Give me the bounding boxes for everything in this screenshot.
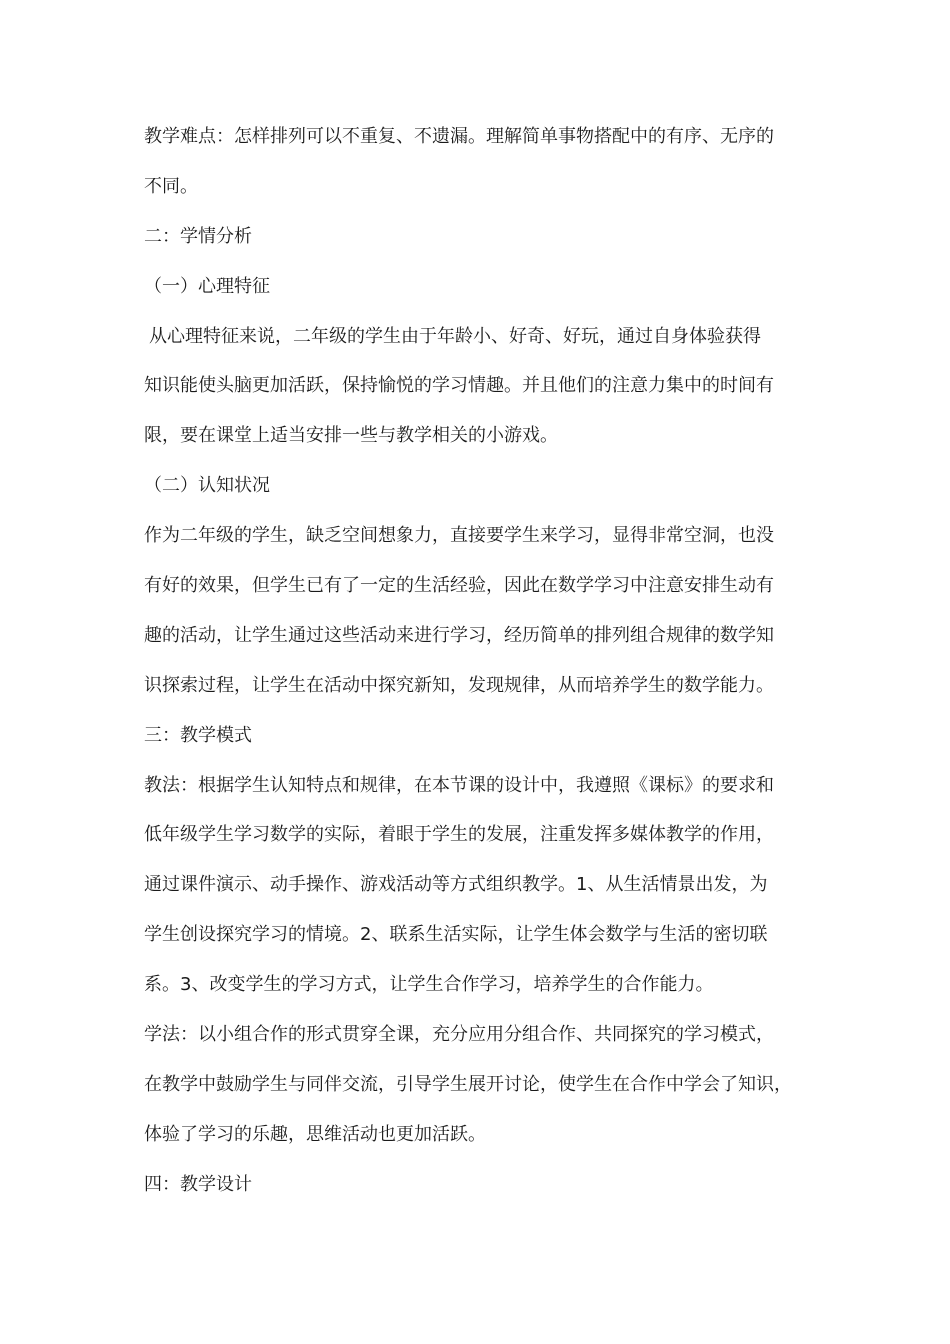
document-body (144, 112, 812, 1210)
paragraph-cognition-line-2: 有好的效果，但学生已有了一定的生活经验，因此在数学学习中注意安排生动有 (144, 575, 774, 597)
paragraph-teaching-method-line-3: 通过课件演示、动手操作、游戏活动等方式组织教学。1、从生活情景出发，为 (144, 874, 768, 896)
paragraph-difficulty-line-2: 不同。 (144, 175, 198, 197)
paragraph-teaching-method-line-5: 系。3、改变学生的学习方式，让学生合作学习，培养学生的合作能力。 (144, 974, 714, 996)
paragraph-learning-method-line-2: 在教学中鼓励学生与同伴交流，引导学生展开讨论，使学生在合作中学会了知识， (144, 1073, 792, 1095)
subheading-psychological-traits: （一）心理特征 (144, 275, 270, 297)
paragraph-cognition-line-1: 作为二年级的学生，缺乏空间想象力，直接要学生来学习，显得非常空洞，也没 (144, 525, 774, 547)
paragraph-psychology-line-3: 限，要在课堂上适当安排一些与教学相关的小游戏。 (144, 425, 558, 447)
section-heading-student-analysis: 二：学情分析 (144, 225, 252, 247)
paragraph-psychology-line-2: 知识能使头脑更加活跃，保持愉悦的学习情趣。并且他们的注意力集中的时间有 (144, 375, 774, 397)
section-heading-teaching-design: 四：教学设计 (144, 1173, 252, 1195)
subheading-cognitive-status: （二）认知状况 (144, 475, 270, 497)
paragraph-difficulty-line-1: 教学难点：怎样排列可以不重复、不遗漏。理解简单事物搭配中的有序、无序的 (144, 126, 774, 147)
paragraph-learning-method-line-3: 体验了学习的乐趣，思维活动也更加活跃。 (144, 1123, 486, 1145)
section-heading-teaching-mode: 三：教学模式 (144, 724, 252, 746)
paragraph-cognition-line-3: 趣的活动，让学生通过这些活动来进行学习，经历简单的排列组合规律的数学知 (144, 624, 774, 646)
paragraph-learning-method-line-1: 学法：以小组合作的形式贯穿全课，充分应用分组合作、共同探究的学习模式， (144, 1024, 774, 1046)
paragraph-cognition-line-4: 识探索过程，让学生在活动中探究新知，发现规律，从而培养学生的数学能力。 (144, 674, 774, 696)
paragraph-psychology-line-1: 从心理特征来说，二年级的学生由于年龄小、好奇、好玩，通过自身体验获得 (149, 325, 761, 347)
paragraph-teaching-method-line-4: 学生创设探究学习的情境。2、联系生活实际，让学生体会数学与生活的密切联 (144, 924, 768, 946)
paragraph-teaching-method-line-2: 低年级学生学习数学的实际，着眼于学生的发展，注重发挥多媒体教学的作用， (144, 824, 774, 846)
paragraph-teaching-method-line-1: 教法：根据学生认知特点和规律，在本节课的设计中，我遵照《课标》的要求和 (144, 774, 774, 796)
